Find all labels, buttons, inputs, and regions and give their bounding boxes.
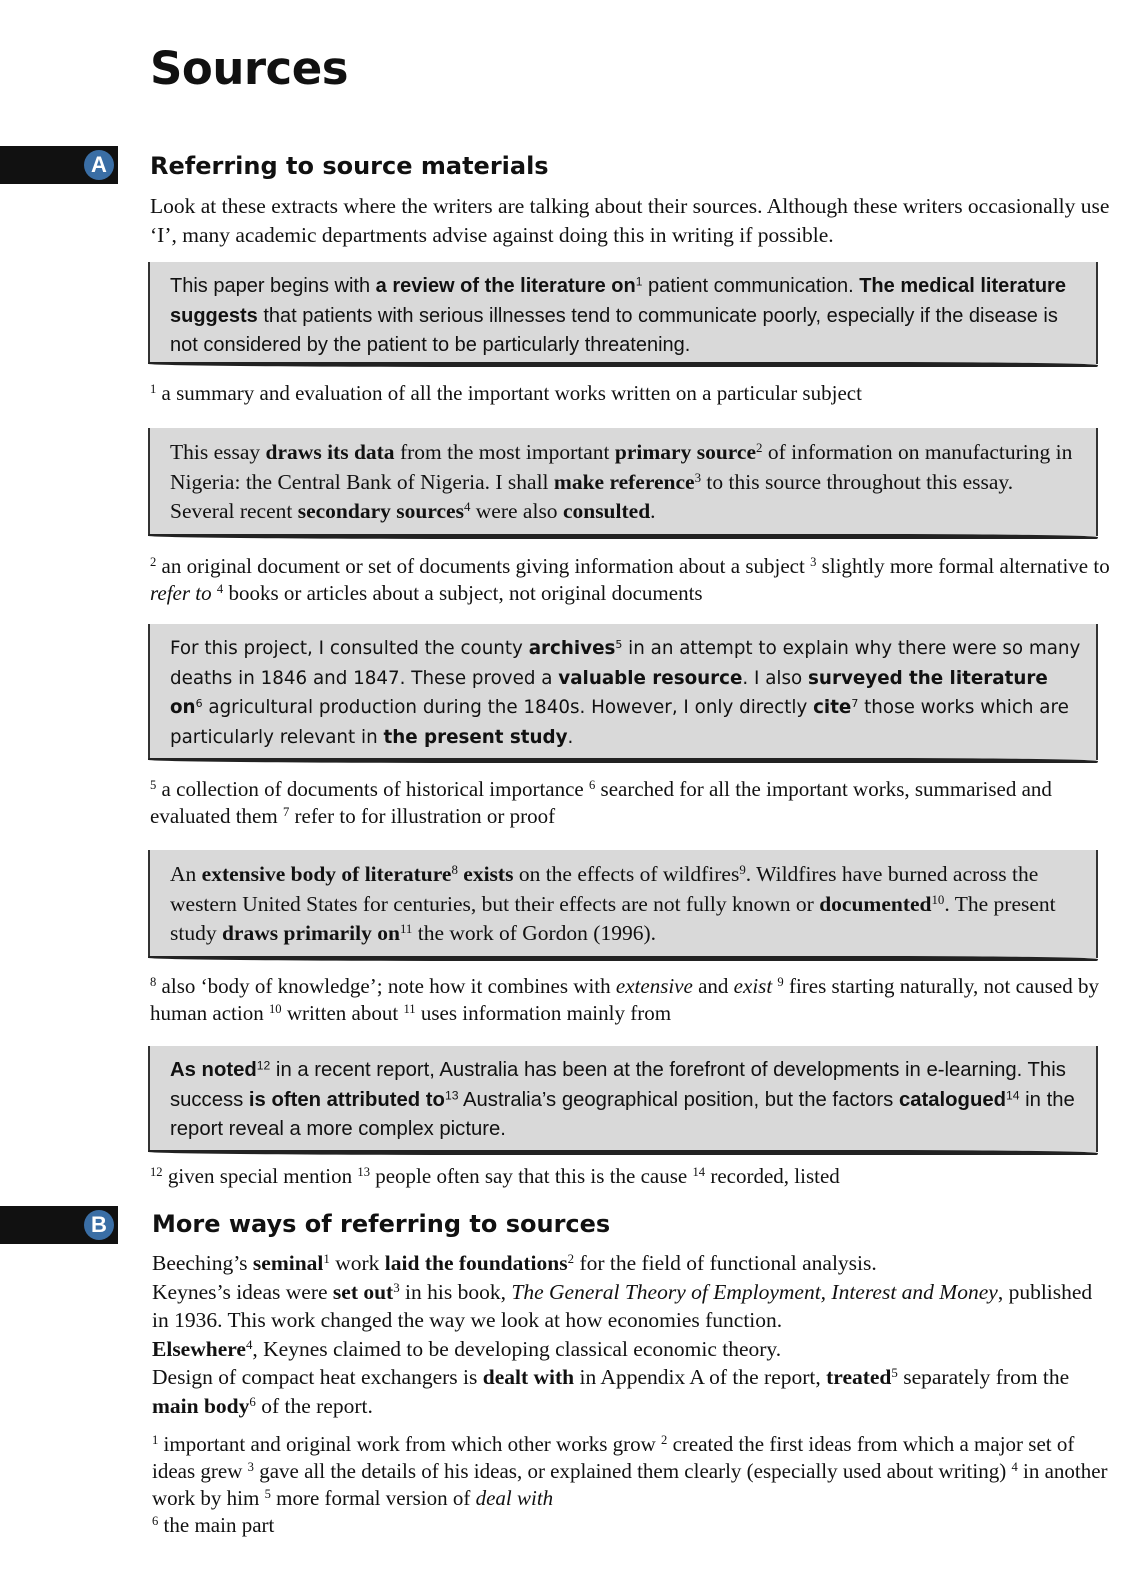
section-b-footnotes: $^1$ important and original work from which other works grow $^2$ created the first ideas from which a major set of ideas grew $^3$ gave all the details of his ideas, or explained them clearly (especially used about writing) $^4$ in another work by him $^5$ more formal version of deal with $^6$ the main part <box>152 1432 1108 1537</box>
extract-box-2 <box>148 428 1098 536</box>
section-b-para-3: Elsewhere$^4$, Keynes claimed to be developing classical economic theory. <box>152 1336 782 1361</box>
footnotes-12-14: $^{12}$ given special mention $^{13}$ people often say that this is the cause $^{14}$ recorded, listed <box>150 1164 840 1188</box>
section-b-tab <box>0 1206 118 1244</box>
extract-1-text: This paper begins with a review of the literature $on^1$ patient communication. The medical literature suggests that patients with serious illnesses tend to communicate poorly, especially if the disease is not considered by the patient to be particularly threatening. <box>170 274 1066 356</box>
section-a-heading: Referring to source materials <box>150 152 549 180</box>
extract-5-text: As noted$^{12}$ in a recent report, Australia has been at the forefront of developments in e-learning. This success is often attributed $to^{13}$ Australia’s geographical position, but the factors catalogued$^{14}$ in the report reveal a more complex picture. <box>170 1058 1075 1140</box>
extract-box-4 <box>148 850 1098 958</box>
footnotes-8-11: $^8$ also ‘body of knowledge’; note how it combines with extensive and exist $^9$ fires starting naturally, not caused by human action $^{10}$ written about $^{11}$ uses information mainly from <box>150 974 1100 1025</box>
footnotes-5-7: $^5$ a collection of documents of historical importance $^6$ searched for all the important works, summarised and evaluated them $^7$ refer to for illustration or proof <box>150 777 1052 828</box>
section-a-tab <box>0 146 118 184</box>
footnote-1: $^1$ a summary and evaluation of all the important works written on a particular subject <box>150 381 862 405</box>
extract-2-text: This essay draws its data from the most important primary source$^2$ of information on manufacturing in Nigeria: the Central Bank of Nigeria. I shall make reference$^3$ to this source throughout this essay. Several recent secondary sources$^4$ were also consulted. <box>170 440 1073 523</box>
extract-3-text: For this project, I consulted the county archives$^5$ in an attempt to explain why there were so many deaths in 1846 and 1847. These proved a valuable resource. I also surveyed the literature $on^6$ agricultural production during the 1840s. However, I only directly cite$^7$ those works which are particularly relevant in the present study. <box>170 637 1081 748</box>
section-a-letter: A <box>84 150 114 180</box>
section-b-body <box>152 1249 1112 1420</box>
section-a-intro: Look at these extracts where the writers are talking about their sources. Although these writers occasionally use ‘I’, many academic departments advise against doing this in writing if possible. <box>150 194 1110 247</box>
extract-box-3 <box>148 624 1098 760</box>
footnotes-2-4: $^2$ an original document or set of documents giving information about a subject $^3$ slightly more formal alternative to refer to $^4$ books or articles about a subject, not original documents <box>150 554 1110 605</box>
extract-box-5 <box>148 1046 1098 1152</box>
section-b-heading: More ways of referring to sources <box>152 1210 611 1238</box>
extract-box-1 <box>148 262 1098 364</box>
section-b-para-1: Beeching’s seminal$^1$ work laid the foundations$^2$ for the field of functional analysis. <box>152 1251 877 1275</box>
extract-4-text: An extensive body of literature$^8$ exists on the effects of wildfires$^9$. Wildfires have burned across the western United States for centuries, but their effects are not fully known or documented$^{10}$. The present study draws primarily $on^{11}$ the work of Gordon (1996). <box>170 862 1056 945</box>
section-b-para-4: Design of compact heat exchangers is dealt with in Appendix A of the report, treated$^5$ separately from the main body$^6$ of the report. <box>152 1365 1070 1418</box>
section-b-para-2: Keynes’s ideas were set out$^3$ in his book, The General Theory of Employment, Interest and Money, published in 1936. This work changed the way we look at how economies function. <box>152 1279 1093 1332</box>
page-title: Sources <box>150 42 349 95</box>
section-b-letter: B <box>84 1210 114 1240</box>
